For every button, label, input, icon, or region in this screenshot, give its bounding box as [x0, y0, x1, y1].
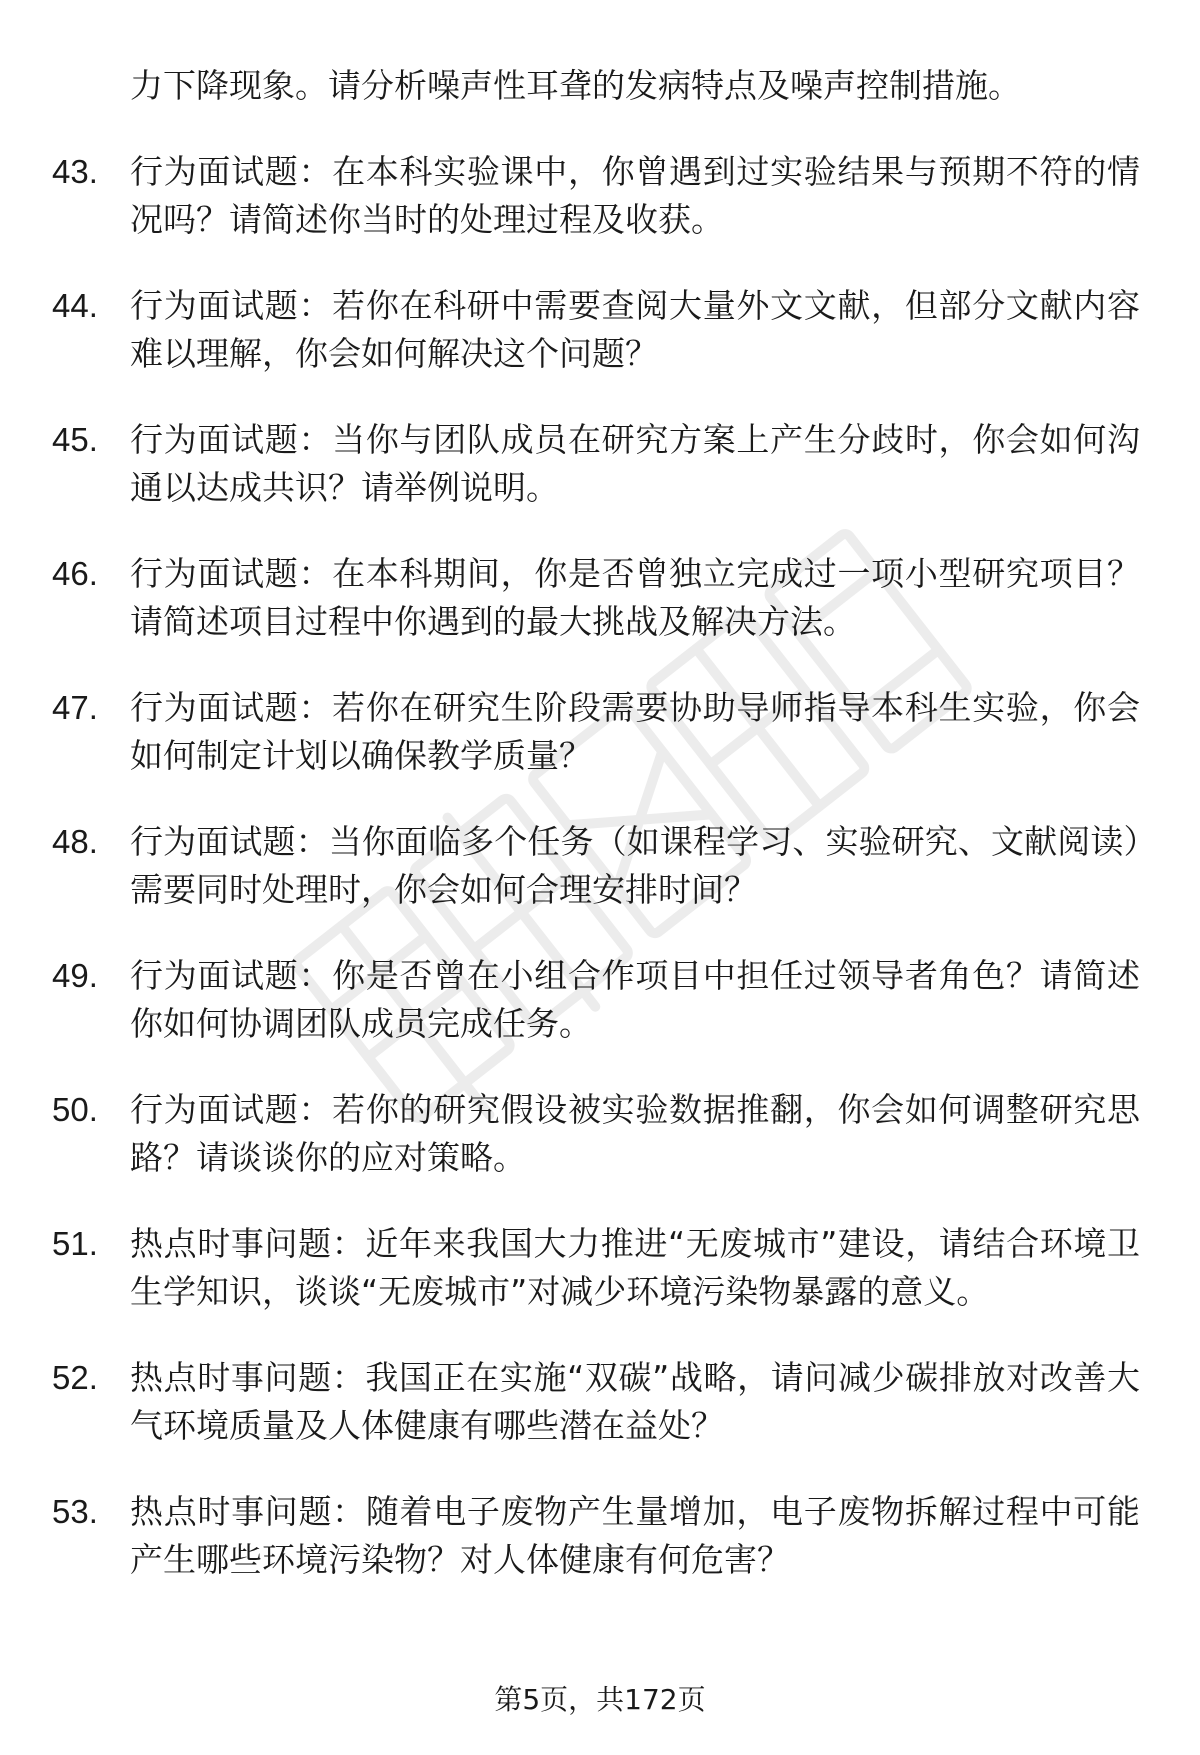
question-number: 44. — [52, 287, 98, 324]
question-item — [0, 148, 1140, 244]
question-text: 行为面试题：你是否曾在小组合作项目中担任过领导者角色？请简述你如何协调团队成员完成任务。 — [130, 956, 1140, 1043]
question-item — [0, 416, 1140, 512]
question-item — [0, 684, 1140, 780]
question-item — [0, 282, 1140, 378]
question-text: 行为面试题：在本科期间，你是否曾独立完成过一项小型研究项目？请简述项目过程中你遇到的最大挑战及解决方法。 — [130, 554, 1140, 641]
question-item — [0, 1086, 1140, 1182]
continued-question-text: 力下降现象。请分析噪声性耳聋的发病特点及噪声控制措施。 — [130, 66, 1021, 105]
question-text: 行为面试题：当你面临多个任务（如课程学习、实验研究、文献阅读）需要同时处理时，你会如何合理安排时间？ — [130, 822, 1140, 909]
page-footer: 第5页，共172页 — [494, 1683, 706, 1716]
question-text: 行为面试题：当你与团队成员在研究方案上产生分歧时，你会如何沟通以达成共识？请举例说明。 — [130, 420, 1140, 507]
question-text: 行为面试题：若你在研究生阶段需要协助导师指导本科生实验，你会如何制定计划以确保教学质量？ — [130, 688, 1140, 775]
question-text: 行为面试题：在本科实验课中，你曾遇到过实验结果与预期不符的情况吗？请简述你当时的处理过程及收获。 — [130, 152, 1140, 239]
question-number: 48. — [52, 823, 98, 860]
question-number: 45. — [52, 421, 98, 458]
question-text: 行为面试题：若你在科研中需要查阅大量外文文献，但部分文献内容难以理解，你会如何解决这个问题？ — [130, 286, 1140, 373]
question-item — [0, 1220, 1140, 1316]
question-number: 53. — [52, 1493, 98, 1530]
question-number: 47. — [52, 689, 98, 726]
question-item — [0, 818, 1140, 914]
question-text: 热点时事问题：我国正在实施“双碳”战略，请问减少碳排放对改善大气环境质量及人体健康有哪些潜在益处？ — [130, 1358, 1140, 1445]
question-number: 46. — [52, 555, 98, 592]
question-number: 51. — [52, 1225, 98, 1262]
question-item — [0, 550, 1140, 646]
question-number: 50. — [52, 1091, 98, 1128]
question-list — [0, 148, 1200, 1622]
question-text: 热点时事问题：随着电子废物产生量增加，电子废物拆解过程中可能产生哪些环境污染物？对人体健康有何危害？ — [130, 1492, 1140, 1579]
question-item — [0, 1488, 1140, 1584]
question-text: 热点时事问题：近年来我国大力推进“无废城市”建设，请结合环境卫生学知识，谈谈“无废城市”对减少环境污染物暴露的意义。 — [130, 1224, 1140, 1311]
question-text: 行为面试题：若你的研究假设被实验数据推翻，你会如何调整研究思路？请谈谈你的应对策略。 — [130, 1090, 1140, 1177]
question-item — [0, 952, 1140, 1048]
question-number: 49. — [52, 957, 98, 994]
question-number: 52. — [52, 1359, 98, 1396]
question-number: 43. — [52, 153, 98, 190]
question-item — [0, 1354, 1140, 1450]
